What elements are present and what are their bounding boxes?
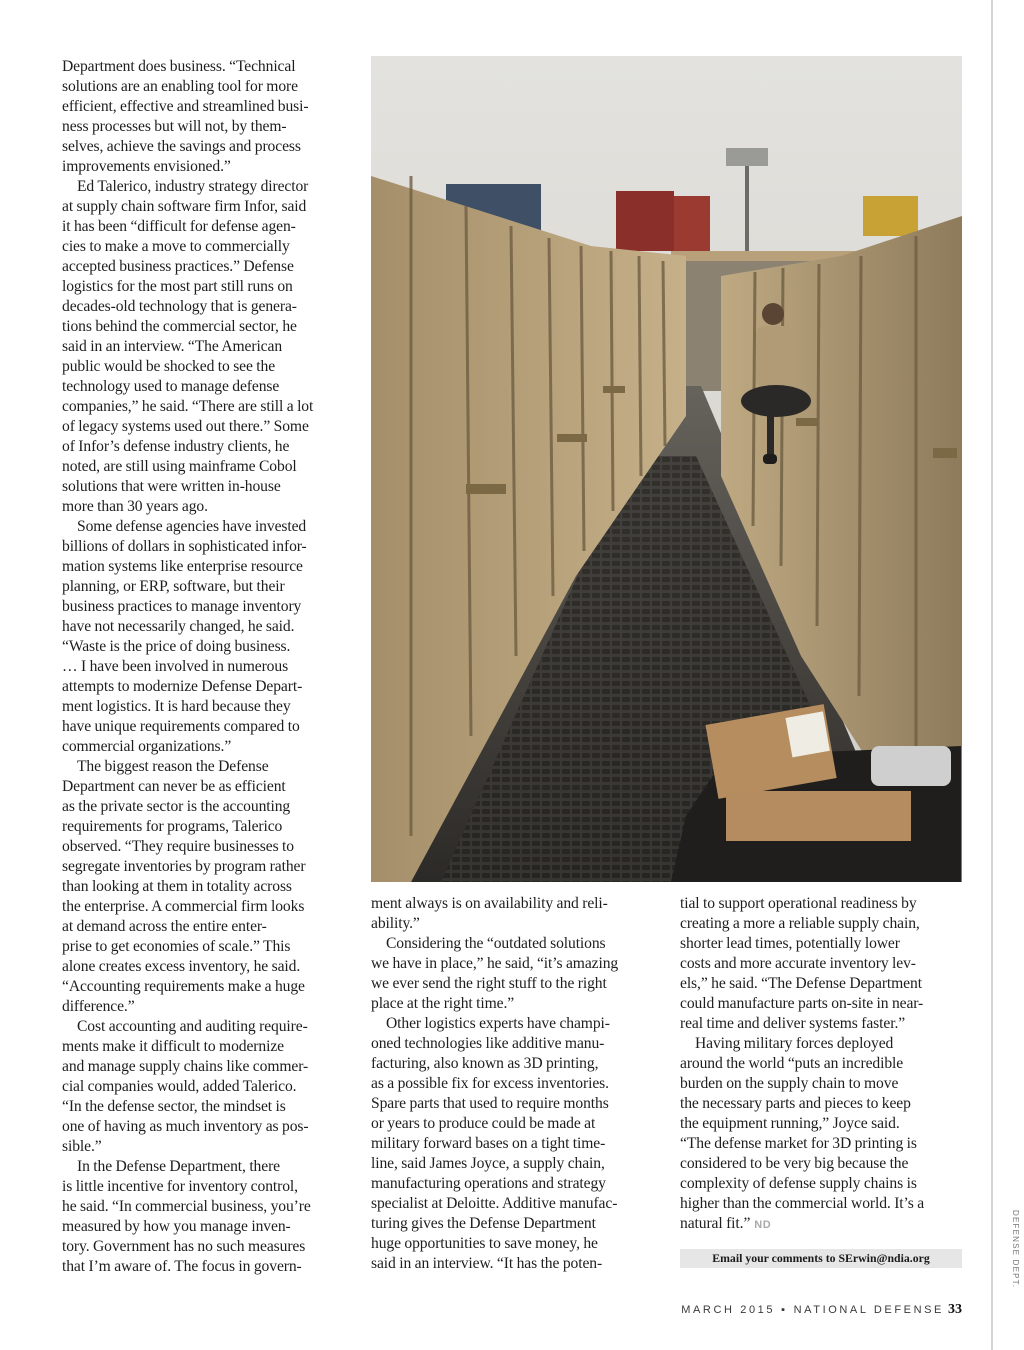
text-line: companies,” he said. “There are still a lot: [62, 398, 314, 415]
text-line: prise to get economies of scale.” This: [62, 938, 291, 955]
text-line: that I’m aware of. The focus in govern-: [62, 1258, 302, 1275]
text-line: selves, achieve the savings and process: [62, 138, 301, 155]
text-line-content: natural fit.”: [680, 1215, 751, 1232]
text-line: we have in place,” he said, “it’s amazing: [371, 955, 619, 972]
text-line: have unique requirements compared to: [62, 718, 300, 735]
email-comments-box: [680, 1249, 962, 1268]
text-line: difference.”: [62, 998, 135, 1015]
text-line: [680, 1214, 970, 1235]
text-line: Some defense agencies have invested: [77, 518, 307, 535]
text-line: Cost accounting and auditing require-: [77, 1018, 308, 1035]
text-line: In the Defense Department, there: [77, 1158, 280, 1175]
text-line: Department can never be as efficient: [62, 778, 286, 795]
text-line: tions behind the commercial sector, he: [62, 318, 297, 335]
text-line: measured by how you manage inven-: [62, 1218, 291, 1235]
text-line: and manage supply chains like commer-: [62, 1058, 309, 1075]
text-line: said in an interview. “It has the poten-: [371, 1255, 603, 1272]
distant-container-red-2: [674, 196, 710, 251]
text-line: of Infor’s defense industry clients, he: [62, 438, 290, 455]
text-line: the necessary parts and pieces to keep: [680, 1095, 911, 1112]
text-line: ments make it difficult to modernize: [62, 1038, 284, 1055]
text-line: attempts to modernize Defense Depart-: [62, 678, 303, 695]
text-line: tory. Government has no such measures: [62, 1238, 306, 1255]
text-line: oned technologies like additive manu-: [371, 1035, 605, 1052]
text-line: line, said James Joyce, a supply chain,: [371, 1155, 605, 1172]
text-line: as the private sector is the accounting: [62, 798, 291, 815]
text-line: place at the right time.”: [371, 995, 515, 1012]
text-line: have not necessarily changed, he said.: [62, 618, 295, 635]
end-mark-icon: ND: [754, 1219, 772, 1231]
text-line: complexity of defense supply chains is: [680, 1175, 917, 1192]
text-line: segregate inventories by program rather: [62, 858, 306, 875]
text-line: facturing, also known as 3D printing,: [371, 1055, 599, 1072]
text-line: … I have been involved in numerous: [62, 658, 289, 675]
text-line: “Waste is the price of doing business.: [62, 638, 291, 655]
text-line: “In the defense sector, the mindset is: [62, 1098, 286, 1115]
text-line: planning, or ERP, software, but their: [62, 578, 285, 595]
text-line: the enterprise. A commercial firm looks: [62, 898, 305, 915]
text-line: ment logistics. It is hard because they: [62, 698, 291, 715]
text-line: as a possible fix for excess inventories.: [371, 1075, 609, 1092]
text-line: ment always is on availability and reli-: [371, 895, 608, 912]
text-line: considered to be very big because the: [680, 1155, 909, 1172]
text-line: costs and more accurate inventory lev-: [680, 955, 916, 972]
text-line: technology used to manage defense: [62, 378, 280, 395]
text-line: it has been “difficult for defense agen-: [62, 218, 296, 235]
article-column-3: [680, 894, 970, 1235]
text-line: higher than the commercial world. It’s a: [680, 1195, 925, 1212]
page-number: 33: [948, 1302, 962, 1317]
text-line: commercial organizations.”: [62, 738, 232, 755]
text-line: decades-old technology that is genera-: [62, 298, 297, 315]
text-line: could manufacture parts on-site in near-: [680, 995, 924, 1012]
text-line: Other logistics experts have champi-: [386, 1015, 610, 1032]
text-line: specialist at Deloitte. Additive manufac-: [371, 1195, 618, 1212]
text-line: sible.”: [62, 1138, 102, 1155]
text-line: cial companies would, added Talerico.: [62, 1078, 297, 1095]
page-footer: [681, 1301, 962, 1319]
text-line: we ever send the right stuff to the right: [371, 975, 607, 992]
text-line: noted, are still using mainframe Cobol: [62, 458, 297, 475]
text-line: accepted business practices.” Defense: [62, 258, 294, 275]
text-line: observed. “They require businesses to: [62, 838, 294, 855]
text-line: manufacturing operations and strategy: [371, 1175, 606, 1192]
text-line: is little incentive for inventory control,: [62, 1178, 298, 1195]
text-line: military forward bases on a tight time-: [371, 1135, 606, 1152]
text-line: shorter lead times, potentially lower: [680, 935, 900, 952]
text-line: one of having as much inventory as pos-: [62, 1118, 309, 1135]
text-line: at supply chain software firm Infor, said: [62, 198, 307, 215]
article-photo: [371, 56, 962, 882]
text-line: improvements envisioned.”: [62, 158, 231, 175]
article-column-2: [371, 894, 661, 1274]
text-line: tial to support operational readiness by: [680, 895, 917, 912]
text-line: around the world “puts an incredible: [680, 1055, 904, 1072]
text-line: than looking at them in totality across: [62, 878, 292, 895]
text-line: The biggest reason the Defense: [77, 758, 269, 775]
text-line: mation systems like enterprise resource: [62, 558, 303, 575]
email-address-link[interactable]: SErwin@ndia.org: [838, 1251, 930, 1265]
text-line: turing gives the Defense Department: [371, 1215, 596, 1232]
text-line: “The defense market for 3D printing is: [680, 1135, 917, 1152]
text-line: els,” he said. “The Defense Department: [680, 975, 922, 992]
text-line: public would be shocked to see the: [62, 358, 276, 375]
text-line: he said. “In commercial business, you’re: [62, 1198, 311, 1215]
text-line: the equipment running,” Joyce said.: [680, 1115, 900, 1132]
text-line: billions of dollars in sophisticated infor-: [62, 538, 307, 555]
email-prefix: Email your comments to: [712, 1251, 839, 1265]
footer-bullet-icon: ▪: [781, 1304, 788, 1316]
distant-container-red: [616, 191, 674, 251]
text-line: business practices to manage inventory: [62, 598, 302, 615]
text-line: alone creates excess inventory, he said.: [62, 958, 301, 975]
light-tower-lamps: [726, 148, 768, 166]
text-line: more than 30 years ago.: [62, 498, 208, 515]
text-line: “Accounting requirements make a huge: [62, 978, 305, 995]
text-line: solutions that were written in-house: [62, 478, 281, 495]
yellow-equipment: [863, 196, 918, 236]
footer-magazine-name: NATIONAL DEFENSE: [793, 1304, 944, 1316]
text-line: Spare parts that used to require months: [371, 1095, 609, 1112]
text-line: Considering the “outdated solutions: [386, 935, 606, 952]
text-line: said in an interview. “The American: [62, 338, 283, 355]
photo-illustration: [371, 56, 962, 882]
text-line: creating a more a reliable supply chain,: [680, 915, 920, 932]
text-line: at demand across the entire enter-: [62, 918, 267, 935]
text-line: logistics for the most part still runs on: [62, 278, 293, 295]
text-line: cies to make a move to commercially: [62, 238, 290, 255]
text-line: of legacy systems used out there.” Some: [62, 418, 309, 435]
article-column-1: [62, 57, 352, 1277]
text-line: Department does business. “Technical: [62, 58, 296, 75]
page-edge-rule: [991, 0, 993, 1350]
photo-credit: DEFENSE DEPT.: [1011, 1210, 1020, 1289]
text-line: burden on the supply chain to move: [680, 1075, 899, 1092]
text-line: ability.”: [371, 915, 420, 932]
text-line: ness processes but will not, by them-: [62, 118, 287, 135]
text-line: requirements for programs, Talerico: [62, 818, 283, 835]
text-line: Ed Talerico, industry strategy director: [77, 178, 309, 195]
text-line: huge opportunities to save money, he: [371, 1235, 598, 1252]
footer-date: MARCH 2015: [681, 1304, 776, 1316]
text-line: efficient, effective and streamlined busi-: [62, 98, 309, 115]
text-line: or years to produce could be made at: [371, 1115, 596, 1132]
text-line: real time and deliver systems faster.”: [680, 1015, 906, 1032]
text-line: Having military forces deployed: [695, 1035, 894, 1052]
text-line: solutions are an enabling tool for more: [62, 78, 298, 95]
